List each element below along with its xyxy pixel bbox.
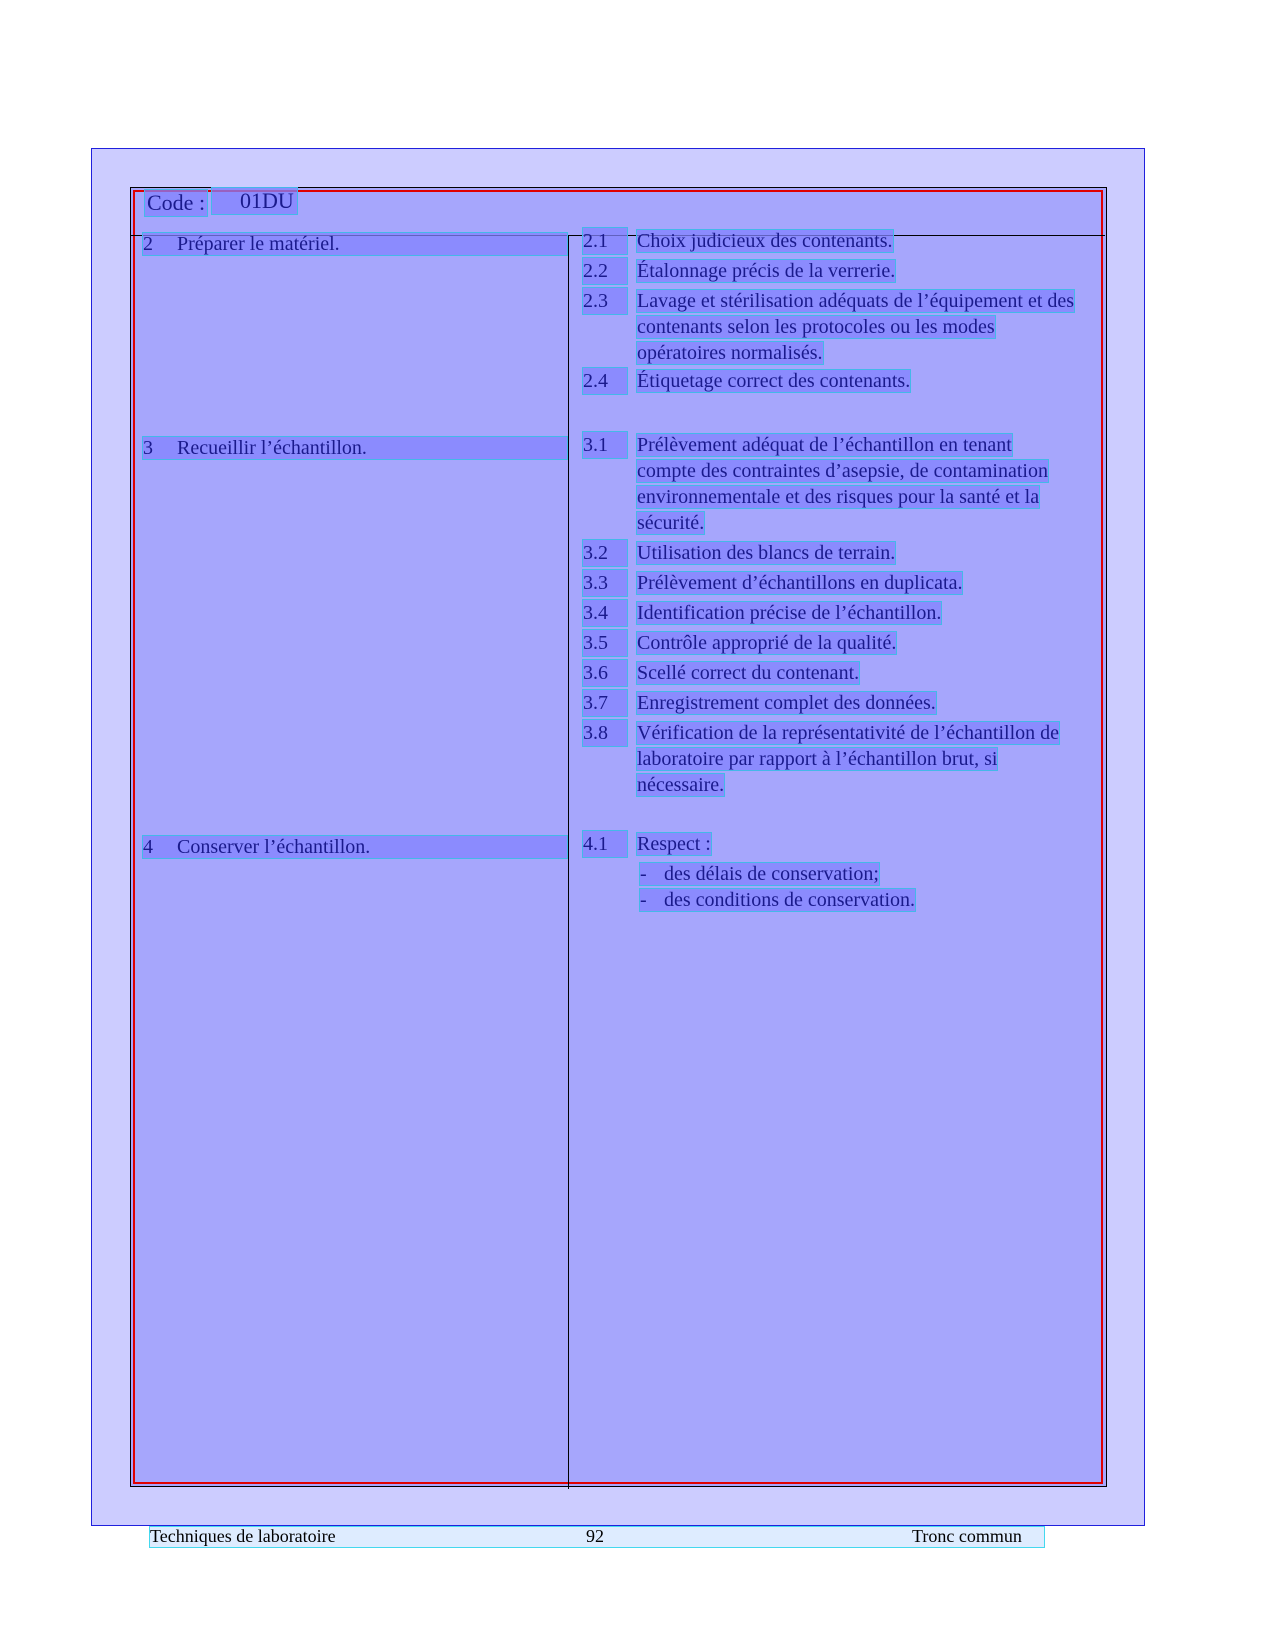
criterion-item [583,540,1093,566]
criterion-text: Respect : [637,833,711,855]
criterion-text: Utilisation des blancs de terrain. [637,542,896,564]
element-number: 2 [143,233,153,255]
column-divider [568,236,569,1489]
criterion-item [583,570,1093,596]
criterion-text: Choix judicieux des contenants. [637,230,893,252]
code-value: 01DU [212,188,297,214]
criterion-number: 3.6 [583,660,627,686]
criterion-number: 2.2 [583,258,627,284]
footer-page-number: 92 [586,1526,604,1546]
criterion-item [583,630,1093,656]
criterion-item [583,831,1093,857]
subitem [640,863,879,885]
criterion-text: Vérification de la représentativité de l’échantillon de laboratoire par rapport à l’échantillon brut, si nécessaire. [637,722,1060,796]
criterion-text: Lavage et stérilisation adéquats de l’équipement et des contenants selon les protocoles ou les modes opératoires normalisés. [637,290,1075,364]
criterion-number: 3.5 [583,630,627,656]
criterion-number: 4.1 [583,831,627,857]
footer-left: Techniques de laboratoire [150,1526,336,1546]
criterion-item [583,258,1093,284]
subitem-text: des conditions de conservation. [664,889,916,911]
criterion-text: Contrôle approprié de la qualité. [637,632,897,654]
criterion-item [583,288,1093,366]
criterion-text: Prélèvement adéquat de l’échantillon en tenant compte des contraintes d’asepsie, de contamination environnementale et des risques pour la santé et la sécurité. [637,434,1048,534]
criterion-text: Identification précise de l’échantillon. [637,602,942,624]
element-label: Recueillir l’échantillon. [177,437,367,459]
element-number: 4 [143,836,153,858]
criterion-number: 3.8 [583,720,627,746]
criterion-text: Prélèvement d’échantillons en duplicata. [637,572,963,594]
criterion-text: Scellé correct du contenant. [637,662,860,684]
criterion-text: Enregistrement complet des données. [637,692,936,714]
subitem-dash: - [640,863,647,885]
code-label: Code : [147,190,206,215]
criterion-item [583,690,1093,716]
criterion-number: 2.1 [583,228,627,254]
criterion-number: 3.3 [583,570,627,596]
element-item [143,836,567,858]
element-label: Conserver l’échantillon. [177,836,371,858]
subitem-text: des délais de conservation; [664,863,879,885]
criterion-item [583,660,1093,686]
element-label: Préparer le matériel. [177,233,340,255]
criterion-number: 3.2 [583,540,627,566]
subitem-dash: - [640,889,647,911]
criterion-item [583,228,1093,254]
criterion-number: 3.1 [583,432,627,458]
element-number: 3 [143,437,153,459]
subitem [640,889,915,911]
element-item [143,233,567,255]
criterion-number: 2.3 [583,288,627,314]
criterion-text: Étalonnage précis de la verrerie. [637,260,896,282]
criterion-item [583,720,1093,798]
footer-right: Tronc commun [912,1526,1022,1546]
criterion-number: 3.7 [583,690,627,716]
criterion-text: Étiquetage correct des contenants. [637,370,911,392]
criterion-number: 2.4 [583,368,627,394]
criterion-item [583,432,1093,536]
element-item [143,437,567,459]
criterion-item [583,600,1093,626]
criterion-number: 3.4 [583,600,627,626]
criterion-item [583,368,1093,394]
